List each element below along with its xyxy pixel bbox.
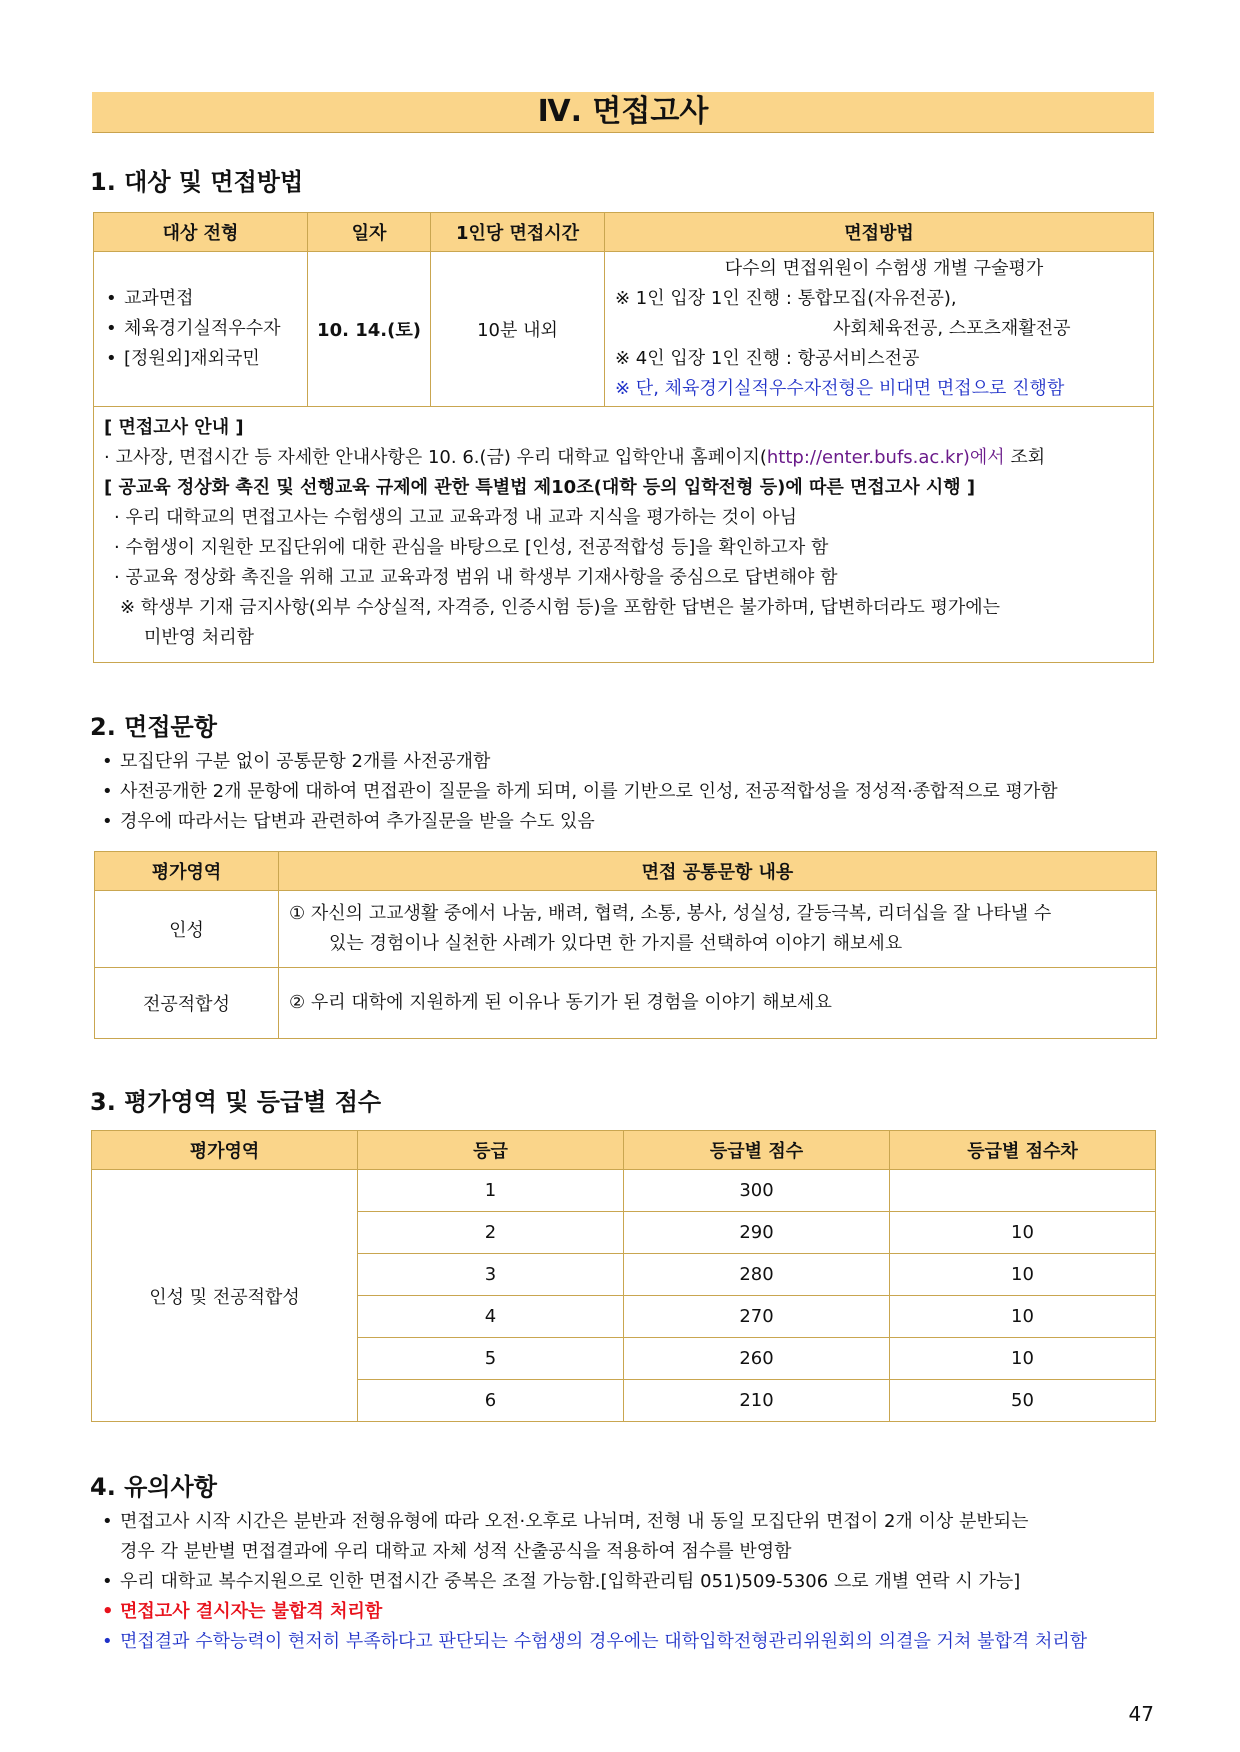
page-number: 47 <box>1128 1702 1154 1726</box>
section-4-title: 4. 유의사항 <box>90 1473 217 1501</box>
law-line: · 공교육 정상화 촉진을 위해 고교 교육과정 범위 내 학생부 기재사항을 중심으로 답변해야 함 <box>114 567 838 588</box>
header-question: 면접 공통문항 내용 <box>279 852 1157 891</box>
method-line: 다수의 면접위원이 수험생 개별 구술평가 <box>724 258 1044 279</box>
header-duration: 1인당 면접시간 <box>431 213 605 252</box>
score-cell: 290 <box>624 1212 890 1254</box>
grade-score-table <box>91 1130 1156 1422</box>
question-line: ② 우리 대학에 지원하게 된 이유나 동기가 된 경험을 이야기 해보세요 <box>289 992 832 1013</box>
header-target: 대상 전형 <box>94 213 308 252</box>
question-2 <box>279 968 1157 1039</box>
interview-method-table <box>93 212 1154 663</box>
sec2-bullets <box>98 747 1158 837</box>
notice-title: [ 면접고사 안내 ] <box>104 417 244 438</box>
section-2-title: 2. 면접문항 <box>90 713 217 741</box>
question-line: 있는 경험이나 실천한 사례가 있다면 한 가지를 선택하여 이야기 해보세요 <box>329 933 903 954</box>
target-item: • 체육경기실적우수자 <box>102 314 307 344</box>
header-area: 평가영역 <box>92 1131 358 1170</box>
diff-cell: 50 <box>890 1380 1156 1422</box>
law-note: 미반영 처리함 <box>144 627 255 648</box>
diff-cell: 10 <box>890 1212 1156 1254</box>
question-1 <box>279 891 1157 968</box>
grade-cell: 6 <box>358 1380 624 1422</box>
caution-item-fail: • 면접결과 수학능력이 현저히 부족하다고 판단되는 수험생의 경우에는 대학입학전형관리위원회의 의결을 거쳐 불합격 처리함 <box>98 1627 1168 1657</box>
score-cell: 300 <box>624 1170 890 1212</box>
target-list <box>94 252 308 407</box>
common-question-table <box>94 851 1157 1039</box>
method-cell <box>605 252 1154 407</box>
law-title: [ 공교육 정상화 촉진 및 선행교육 규제에 관한 특별법 제10조(대학 등의 입학전형 등)에 따른 면접고사 시행 ] <box>104 477 976 498</box>
header-diff: 등급별 점수차 <box>890 1131 1156 1170</box>
diff-cell: 10 <box>890 1296 1156 1338</box>
diff-cell: 10 <box>890 1254 1156 1296</box>
section-3-title: 3. 평가영역 및 등급별 점수 <box>90 1088 382 1116</box>
area-major-fit: 전공적합성 <box>95 968 279 1039</box>
target-item: • 교과면접 <box>102 284 307 314</box>
bullet-item: • 경우에 따라서는 답변과 관련하여 추가질문을 받을 수도 있음 <box>98 807 1158 837</box>
header-date: 일자 <box>308 213 431 252</box>
notice-cell <box>94 407 1154 663</box>
chapter-title: Ⅳ. 면접고사 <box>92 92 1154 133</box>
grade-cell: 3 <box>358 1254 624 1296</box>
score-cell: 270 <box>624 1296 890 1338</box>
diff-cell: 10 <box>890 1338 1156 1380</box>
grade-cell: 2 <box>358 1212 624 1254</box>
method-line: ※ 4인 입장 1인 진행 : 항공서비스전공 <box>615 348 920 369</box>
caution-item: • 우리 대학교 복수지원으로 인한 면접시간 중복은 조절 가능함.[입학관리팀 051)509-5306 으로 개별 연락 시 가능] <box>98 1567 1168 1597</box>
bullet-item: • 사전공개한 2개 문항에 대하여 면접관이 질문을 하게 되며, 이를 기반으로 인성, 전공적합성을 정성적·종합적으로 평가함 <box>98 777 1158 807</box>
header-grade: 등급 <box>358 1131 624 1170</box>
bullet-item: • 모집단위 구분 없이 공통문항 2개를 사전공개함 <box>98 747 1158 777</box>
header-score: 등급별 점수 <box>624 1131 890 1170</box>
method-line: ※ 1인 입장 1인 진행 : 통합모집(자유전공), <box>615 288 957 309</box>
section-1-title: 1. 대상 및 면접방법 <box>90 168 304 196</box>
law-line: · 수험생이 지원한 모집단위에 대한 관심을 바탕으로 [인성, 전공적합성 등]을 확인하고자 함 <box>114 537 829 558</box>
score-cell: 280 <box>624 1254 890 1296</box>
grade-cell: 1 <box>358 1170 624 1212</box>
diff-cell <box>890 1170 1156 1212</box>
law-line: · 우리 대학교의 면접고사는 수험생의 고교 교육과정 내 교과 지식을 평가하는 것이 아님 <box>114 507 797 528</box>
method-note: ※ 단, 체육경기실적우수자전형은 비대면 면접으로 진행함 <box>615 378 1065 399</box>
caution-item <box>98 1507 1168 1567</box>
score-cell: 210 <box>624 1380 890 1422</box>
interview-date: 10. 14.(토) <box>308 252 431 407</box>
grade-cell: 5 <box>358 1338 624 1380</box>
caution-line: 경우 각 분반별 면접결과에 우리 대학교 자체 성적 산출공식을 적용하여 점수를 반영함 <box>120 1541 792 1562</box>
notice-text: 조회 <box>1004 447 1046 468</box>
interview-duration: 10분 내외 <box>431 252 605 407</box>
question-line: ① 자신의 고교생활 중에서 나눔, 배려, 협력, 소통, 봉사, 성실성, 갈등극복, 리더십을 잘 나타낼 수 <box>289 903 1052 924</box>
caution-item-absence: • 면접고사 결시자는 불합격 처리함 <box>98 1597 1168 1627</box>
eval-area: 인성 및 전공적합성 <box>92 1170 358 1422</box>
header-method: 면접방법 <box>605 213 1154 252</box>
notice-text: · 고사장, 면접시간 등 자세한 안내사항은 10. 6.(금) 우리 대학교 입학안내 홈페이지( <box>104 447 767 468</box>
homepage-link[interactable]: http://enter.bufs.ac.kr)에서 <box>766 447 1005 468</box>
score-cell: 260 <box>624 1338 890 1380</box>
sec4-bullets <box>98 1507 1168 1657</box>
target-item: • [정원외]재외국민 <box>102 344 307 374</box>
header-area: 평가영역 <box>95 852 279 891</box>
method-line: 사회체육전공, 스포츠재활전공 <box>833 318 1071 339</box>
grade-cell: 4 <box>358 1296 624 1338</box>
notice-line <box>104 443 1143 473</box>
caution-line: • 면접고사 시작 시간은 분반과 전형유형에 따라 오전·오후로 나뉘며, 전형 내 동일 모집단위 면접이 2개 이상 분반되는 <box>120 1511 1029 1532</box>
law-note: ※ 학생부 기재 금지사항(외부 수상실적, 자격증, 인증시험 등)을 포함한 답변은 불가하며, 답변하더라도 평가에는 <box>120 597 1001 618</box>
area-personality: 인성 <box>95 891 279 968</box>
